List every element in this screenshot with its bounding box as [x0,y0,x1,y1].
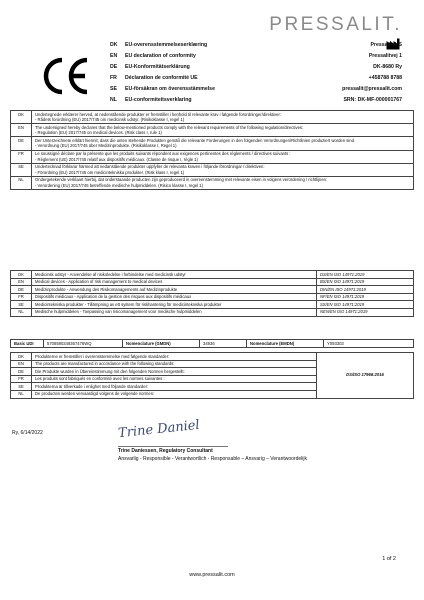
standard-value: DS/ISO 17966:2016 [317,353,414,399]
language-code: EN [11,124,32,137]
signature-line [118,446,228,447]
language-code: DE [11,286,32,294]
declaration-row [11,150,414,163]
declaration-title [110,41,207,49]
declaration-text: Undertegnede erklærer herved, at nedenstående produkter er fremstillet i henhold til relevante krav i følgende forordninger/direktiver: - Rådets forordning (EU) 2017/745 om medicinsk udstyr. (Risikoklasse I, regel 1) [32,111,414,124]
language-code: SE [11,301,32,309]
language-code: FR [11,150,32,163]
udi-label: Basic UDI [11,340,44,348]
risk-text: Medicinsk udstyr - Anvendelse af risikoledelse i forbindelse med medicinsk udstyr [32,271,317,279]
standard-text: Die Produkte wurden in Übereinstimmung mit den folgenden Normen hergestellt: [32,368,317,376]
risk-row [11,293,414,301]
language-code: EN [11,360,32,368]
declaration-text: The undersigned hereby declares that the below-mentioned products comply with the relevant requirements of the following regulation/directives: - Regulation (EU) 2017/745 on medical devices. (Risk class I, rule 1) [32,124,414,137]
language-code: NL [11,308,32,316]
title-text: EU-overensstemmelseserklæring [125,42,208,48]
declaration-title [110,85,215,93]
title-text: EU-Konformitätserklärung [125,64,190,70]
gmdn-label: Nomenclature (GMDN) [123,340,200,348]
risk-standard: DS/EN ISO 14971:2019 [317,271,414,279]
risk-standard: SS/EN ISO 14971:2019 [317,301,414,309]
manufacturing-standards-table [10,352,414,399]
declaration-row [11,124,414,137]
ce-mark-icon [40,56,90,96]
standard-text: The products are manufactured in accordance with the following standards: [32,360,317,368]
declaration-text: Ondergetekende verklaart hierbij, dat onderstaande producten zijn geproduceerd in overeenstemming met relevante eisen in volgens verordening / richtlijnen: - Verordening (EU) 2017/745 betreffende medische hulpmiddelen. (Risico klasse I, regel 1) [32,176,414,189]
risk-standard: DIN/EN ISO 14971:2019 [317,286,414,294]
language-code: DK [11,271,32,279]
language-code: DK [11,353,32,361]
page-number: 1 of 2 [382,556,396,562]
declaration-text: Der Unterzeichnete erklärt hiermit, dass die unten stehende Produkten gemäß die relevante Forderungen in den folgenden Verordnungen/Richtlinien produziert worden sind. - Verordnung (EU) 2017/745 über Medizinprodukte. (Risikoklasse I, Regel 1) [32,137,414,150]
address-line: Pressalit A/S [370,42,402,48]
declaration-title [110,63,190,71]
risk-standard: NEN/EN ISO 14971:2019 [317,308,414,316]
risk-row [11,301,414,309]
standard-text: Produkterne er fremstillet i overensstemmelse med følgende standarder: [32,353,317,361]
emdn-value: Y093303 [324,340,414,348]
declaration-text: Le soussigné déclare par la présente que les produits suivants répondent aux exigences pertinentes des règlements / directives suivants : - Règlement (UE) 2017/745 relatif aux dispositifs médicaux. (Classe de risque I, règle 1) [32,150,414,163]
declaration-row [11,111,414,124]
risk-standard: NF/EN ISO 14971:2019 [317,293,414,301]
risk-standard: BS/EN ISO 14971:2019 [317,278,414,286]
address-line: +458788 8788 [368,75,402,81]
standard-text: Produkterna är tillverkade i enlighet med följande standarder: [32,383,317,391]
risk-row [11,308,414,316]
address-line: DK-8680 Ry [373,64,402,70]
risk-text: Dispositifs médicaux - Application de la gestion des risques aux dispositifs médicaux [32,293,317,301]
declaration-title [110,74,198,82]
language-code: EN [11,278,32,286]
signature-image: Trine Daniel [117,417,201,442]
language-code: NL [110,97,117,103]
risk-row [11,286,414,294]
language-code: SE [110,86,117,92]
language-code: DE [110,64,118,70]
risk-text: Medicintekniska produkter - Tillämpning av ett system för riskhantering för medicintekniska produkter [32,301,317,309]
language-code: EN [110,53,118,59]
declaration-text: Undertecknad förklarar härmed att nedanstående produkter uppfyller de relevanta kraven i följande förordningar / direktiven: - Förordning (EU) 2017/745 om medicintekniska produkter. (Risk klass I, regel 1) [32,163,414,176]
language-code: FR [11,375,32,383]
company-logo: PRESSALIT. [269,14,402,35]
declaration-title [110,52,196,60]
declaration-row [11,163,414,176]
declaration-row [11,137,414,150]
footer-url[interactable]: www.pressalit.com [189,572,235,578]
emdn-label: Nomenclature (EMDN) [247,340,324,348]
standard-row [11,353,414,361]
declaration-row [11,176,414,189]
address-line: pressalit@pressalit.com [342,86,402,92]
language-code: DE [11,368,32,376]
declaration-table [10,110,414,190]
language-code: FR [110,75,117,81]
risk-text: Medical devices - Application of risk management to medical devices [32,278,317,286]
language-code: FR [11,293,32,301]
language-code: DK [110,42,118,48]
risk-row [11,271,414,279]
risk-text: Medizinprodukte - Anwendung des Risikomanagements auf Medizinprodukte [32,286,317,294]
language-code: DE [11,137,32,150]
udi-value: 5708590349367476WQ [44,340,123,348]
standard-text: De producten werden vervaardigd volgens de volgende normen: [32,390,317,398]
address-line: Pressalitvej 1 [368,53,402,59]
language-code: DK [11,111,32,124]
place-date: Ry, 6/14/2022 [12,430,43,436]
standard-text: Les produits sont fabriqués en conformité avec les normes suivantes : [32,375,317,383]
title-text: Déclaration de conformité UE [125,75,198,81]
declaration-title [110,96,192,104]
language-code: SE [11,383,32,391]
signer-role: Ansvarlig - Responsible - Verantwortlich - Responsable – Ansvarig – Verantwoordelijk [118,456,307,462]
udi-table [10,339,414,348]
title-text: EU declaration of conformity [125,53,196,59]
address-line: SRN: DK-MF-000001767 [343,97,402,103]
signer-name: Trine Daniessen, Regulatory Consultant [118,448,213,454]
gmdn-value: 34936 [200,340,247,348]
risk-text: Medische hulpmiddelen - Toepassing van risicomanagement voor medische hulpmiddelen [32,308,317,316]
language-code: NL [11,176,32,189]
risk-row [11,278,414,286]
risk-standards-table [10,270,414,317]
language-code: NL [11,390,32,398]
title-text: EU-conformiteitsverklaring [125,97,192,103]
title-text: EU-försäkran om överensstämmelse [125,86,215,92]
language-code: SE [11,163,32,176]
